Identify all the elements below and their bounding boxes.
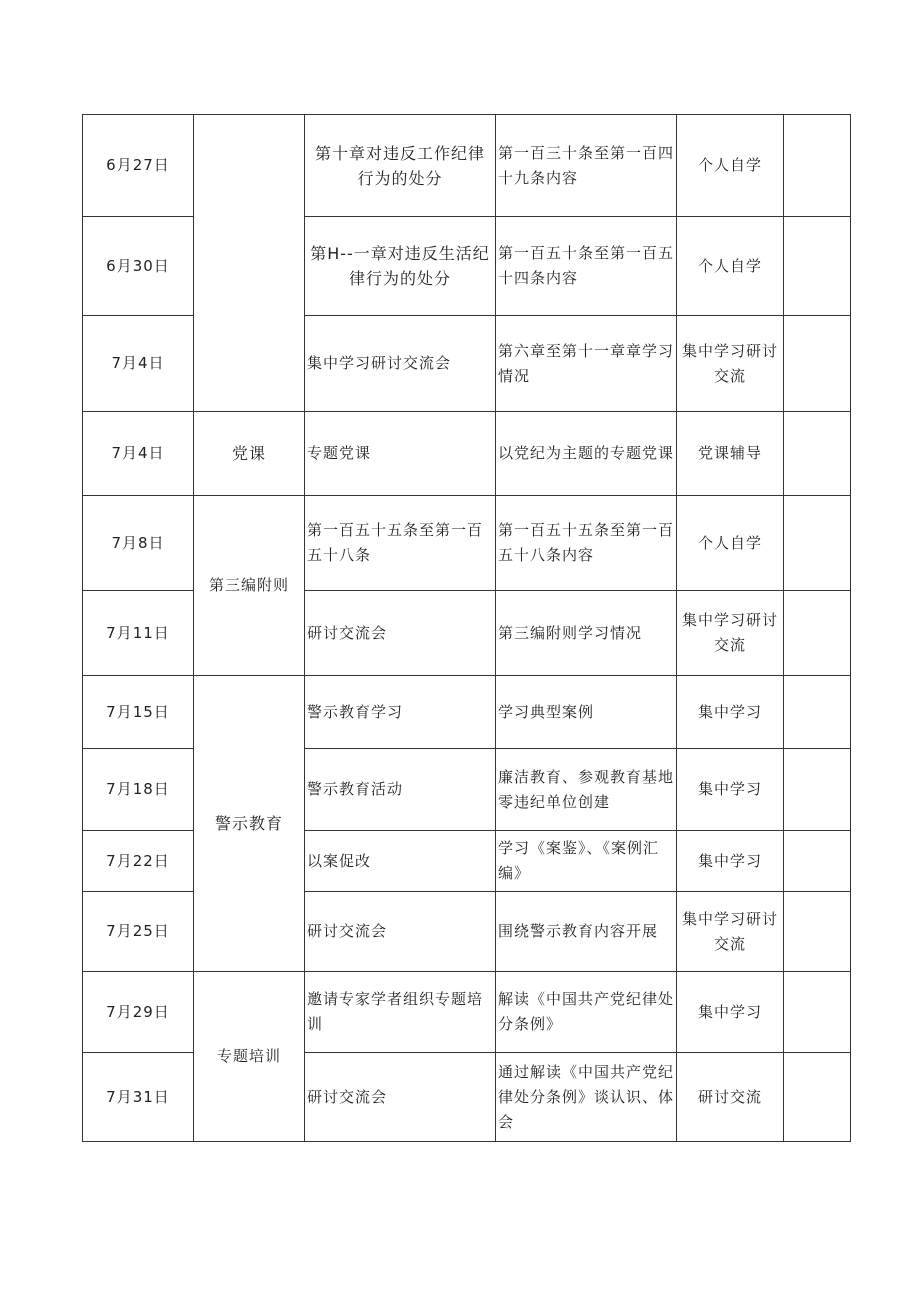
date-cell: 7月8日 — [83, 496, 194, 591]
range-cell: 第一百五十条至第一百五十四条内容 — [496, 217, 677, 316]
content-cell: 研讨交流会 — [305, 591, 496, 676]
range-cell: 第六章至第十一章章学习情况 — [496, 316, 677, 412]
range-cell: 解读《中国共产党纪律处分条例》 — [496, 972, 677, 1053]
range-cell: 以党纪为主题的专题党课 — [496, 412, 677, 496]
date-cell: 7月4日 — [83, 412, 194, 496]
date-cell: 7月25日 — [83, 892, 194, 972]
content-cell: 专题党课 — [305, 412, 496, 496]
note-cell — [784, 591, 851, 676]
content-cell: 第十章对违反工作纪律行为的处分 — [305, 115, 496, 217]
table-row — [83, 496, 851, 591]
range-cell: 廉洁教育、参观教育基地零违纪单位创建 — [496, 749, 677, 831]
content-cell: 警示教育学习 — [305, 676, 496, 749]
method-cell: 个人自学 — [677, 115, 784, 217]
method-cell: 集中学习研讨交流 — [677, 892, 784, 972]
note-cell — [784, 316, 851, 412]
date-cell: 7月22日 — [83, 831, 194, 892]
note-cell — [784, 217, 851, 316]
method-cell: 党课辅导 — [677, 412, 784, 496]
content-cell: 第H--一章对违反生活纪律行为的处分 — [305, 217, 496, 316]
study-schedule-table — [82, 114, 851, 1142]
method-cell: 集中学习研讨交流 — [677, 316, 784, 412]
content-cell: 研讨交流会 — [305, 892, 496, 972]
content-cell: 邀请专家学者组织专题培训 — [305, 972, 496, 1053]
note-cell — [784, 749, 851, 831]
table-row — [83, 412, 851, 496]
section-cell: 警示教育 — [194, 676, 305, 972]
method-cell: 集中学习 — [677, 676, 784, 749]
content-cell: 集中学习研讨交流会 — [305, 316, 496, 412]
content-cell: 以案促改 — [305, 831, 496, 892]
note-cell — [784, 676, 851, 749]
range-cell: 第一百五十五条至第一百五十八条内容 — [496, 496, 677, 591]
content-cell: 警示教育活动 — [305, 749, 496, 831]
method-cell: 研讨交流 — [677, 1053, 784, 1142]
date-cell: 7月29日 — [83, 972, 194, 1053]
method-cell: 个人自学 — [677, 217, 784, 316]
note-cell — [784, 115, 851, 217]
method-cell: 集中学习 — [677, 972, 784, 1053]
method-cell: 集中学习 — [677, 831, 784, 892]
note-cell — [784, 972, 851, 1053]
date-cell: 6月30日 — [83, 217, 194, 316]
table-row — [83, 115, 851, 217]
date-cell: 7月31日 — [83, 1053, 194, 1142]
note-cell — [784, 496, 851, 591]
date-cell: 6月27日 — [83, 115, 194, 217]
content-cell: 研讨交流会 — [305, 1053, 496, 1142]
section-cell: 党课 — [194, 412, 305, 496]
table-row — [83, 676, 851, 749]
date-cell: 7月18日 — [83, 749, 194, 831]
table-row — [83, 972, 851, 1053]
range-cell: 围绕警示教育内容开展 — [496, 892, 677, 972]
method-cell: 集中学习研讨交流 — [677, 591, 784, 676]
range-cell: 第三编附则学习情况 — [496, 591, 677, 676]
note-cell — [784, 412, 851, 496]
date-cell: 7月11日 — [83, 591, 194, 676]
method-cell: 个人自学 — [677, 496, 784, 591]
method-cell: 集中学习 — [677, 749, 784, 831]
range-cell: 通过解读《中国共产党纪律处分条例》谈认识、体会 — [496, 1053, 677, 1142]
section-cell — [194, 115, 305, 412]
date-cell: 7月15日 — [83, 676, 194, 749]
section-cell: 第三编附则 — [194, 496, 305, 676]
section-cell: 专题培训 — [194, 972, 305, 1142]
note-cell — [784, 1053, 851, 1142]
note-cell — [784, 892, 851, 972]
range-cell: 学习《案鉴》、《案例汇编》 — [496, 831, 677, 892]
content-cell: 第一百五十五条至第一百五十八条 — [305, 496, 496, 591]
range-cell: 学习典型案例 — [496, 676, 677, 749]
date-cell: 7月4日 — [83, 316, 194, 412]
range-cell: 第一百三十条至第一百四十九条内容 — [496, 115, 677, 217]
note-cell — [784, 831, 851, 892]
